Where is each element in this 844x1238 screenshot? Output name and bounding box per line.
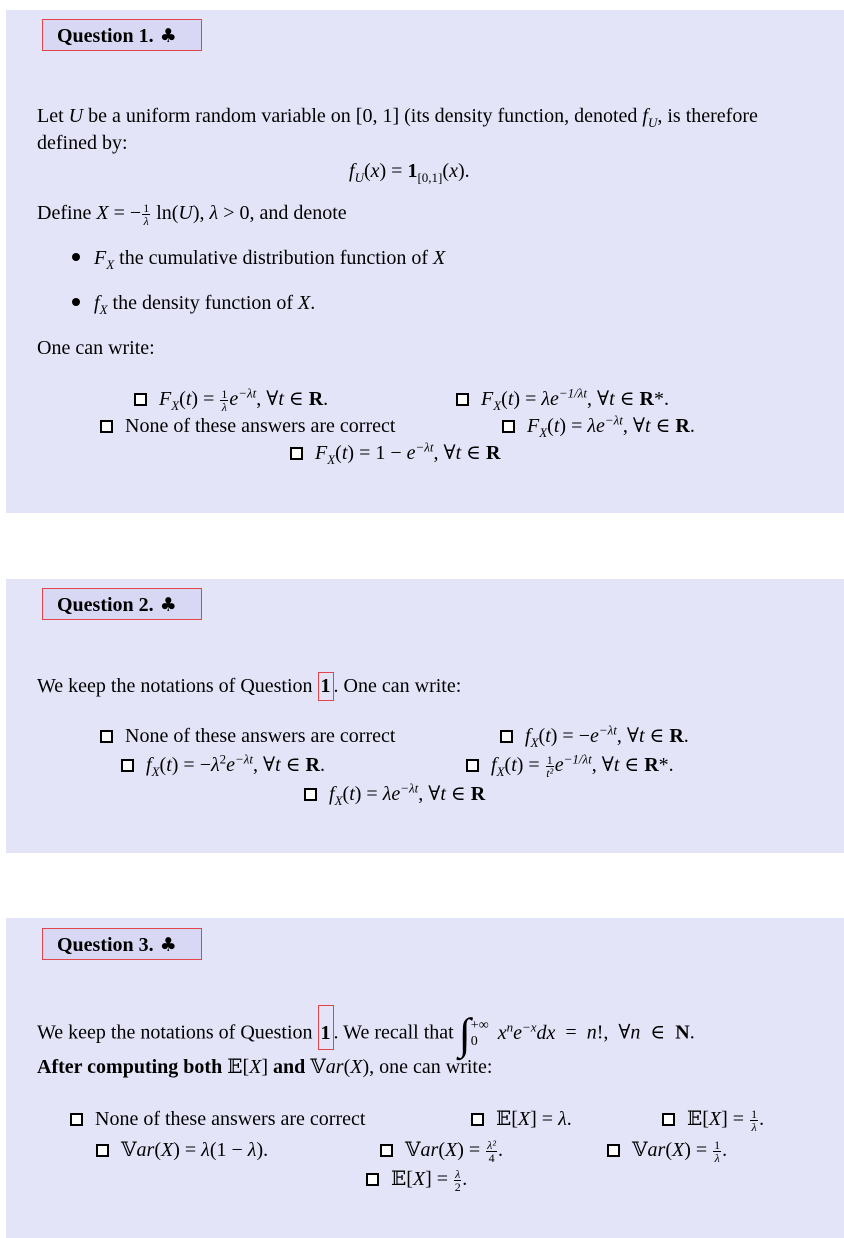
- question-1-option-b[interactable]: $F_X(t) = \lambda e^{-1/\lambda t}$, ∀t ∈ R*.: [456, 387, 669, 411]
- question-2-lead: We keep the notations of Question 1 . One can write:: [37, 672, 461, 701]
- checkbox[interactable]: [100, 730, 113, 743]
- checkbox[interactable]: [456, 393, 469, 406]
- checkbox[interactable]: [380, 1144, 393, 1157]
- question-2-tag: Question 2. ♣: [42, 588, 202, 620]
- question-1-option-d[interactable]: $F_X(t) = \lambda e^{-\lambda t}$, ∀t ∈ R.: [502, 414, 695, 438]
- question-3-tag: Question 3. ♣: [42, 928, 202, 960]
- checkbox[interactable]: [134, 393, 147, 406]
- question-1-define: Define X = − $\frac{1}{\lambda}$ ln(U), λ > 0, and denote: [37, 200, 347, 228]
- question-1-panel: [6, 10, 844, 513]
- question-1-bullet-2: $f_X$ the density function of X.: [72, 290, 315, 317]
- checkbox[interactable]: [366, 1173, 379, 1186]
- question-2-option-e[interactable]: $f_X(t) = \lambda e^{-\lambda t}$, ∀t ∈ R: [304, 782, 485, 806]
- checkbox[interactable]: [304, 788, 317, 801]
- question-2-option-d[interactable]: $f_X(t)$ = $\frac{1}{\text{t²}}$ $e^{-1/\lambda t}$, ∀t ∈ R*.: [466, 753, 674, 779]
- question-1-reference-link[interactable]: 1: [318, 1005, 334, 1050]
- checkbox[interactable]: [466, 759, 479, 772]
- checkbox[interactable]: [607, 1144, 620, 1157]
- question-3-option-e[interactable]: 𝕍ar(X) = $\frac{\text{λ²}}{4}$ .: [380, 1138, 503, 1164]
- question-1-option-a[interactable]: $F_X(t)$ = $\frac{1}{\lambda}$ $e^{-\lambda t}$, ∀t ∈ R.: [134, 387, 328, 413]
- question-1-option-c[interactable]: None of these answers are correct: [100, 414, 395, 438]
- checkbox[interactable]: [471, 1113, 484, 1126]
- question-2-panel: [6, 579, 844, 853]
- question-3-option-b[interactable]: 𝔼[X] = λ.: [471, 1107, 572, 1131]
- club-icon: ♣: [159, 25, 177, 47]
- checkbox[interactable]: [96, 1144, 109, 1157]
- question-1-reference-link[interactable]: 1: [318, 672, 334, 701]
- question-1-density-formula: $f_U(x) = 1_{[0,1]}(x)$.: [349, 160, 470, 185]
- question-3-lead-line2: After computing both 𝔼[X] and 𝕍ar(X), one can write:: [37, 1056, 493, 1078]
- club-icon: ♣: [159, 594, 177, 616]
- question-2-option-a[interactable]: None of these answers are correct: [100, 724, 395, 748]
- checkbox[interactable]: [121, 759, 134, 772]
- question-1-intro-line2: defined by:: [37, 132, 128, 154]
- question-3-option-d[interactable]: 𝕍ar(X) = λ(1 − λ).: [96, 1138, 268, 1162]
- question-1-option-e[interactable]: $F_X(t) = 1 - e^{-\lambda t}$, ∀t ∈ R: [290, 441, 500, 465]
- checkbox[interactable]: [100, 420, 113, 433]
- question-1-tag: Question 1. ♣: [42, 19, 202, 51]
- question-3-option-g[interactable]: 𝔼[X] = $\frac{\lambda}{2}$ .: [366, 1167, 467, 1193]
- question-2-option-b[interactable]: $f_X(t) = -e^{-\lambda t}$, ∀t ∈ R.: [500, 724, 689, 748]
- checkbox[interactable]: [290, 447, 303, 460]
- checkbox[interactable]: [70, 1113, 83, 1126]
- club-icon: ♣: [159, 934, 177, 956]
- checkbox[interactable]: [500, 730, 513, 743]
- question-3-panel: [6, 918, 844, 1238]
- question-3-lead: We keep the notations of Question 1 . We recall that ∫ +∞ 0 $x^ne^{-x}dx = n$!, ∀n ∈ N.: [37, 1018, 695, 1050]
- checkbox[interactable]: [662, 1113, 675, 1126]
- question-1-lead: One can write:: [37, 337, 155, 359]
- checkbox[interactable]: [502, 420, 515, 433]
- question-1-intro: Let U be a uniform random variable on [0, 1] (its density function, denoted $f_U$, is therefore: [37, 105, 758, 130]
- question-2-option-c[interactable]: $f_X(t) = -\lambda^2e^{-\lambda t}$, ∀t ∈ R.: [121, 753, 325, 777]
- question-3-option-c[interactable]: 𝔼[X] = $\frac{1}{\lambda}$ .: [662, 1107, 764, 1133]
- question-3-option-f[interactable]: 𝕍ar(X) = $\frac{1}{\lambda}$ .: [607, 1138, 727, 1164]
- question-1-bullet-1: $F_X$ the cumulative distribution function of X: [72, 245, 445, 272]
- question-3-option-a[interactable]: None of these answers are correct: [70, 1107, 365, 1131]
